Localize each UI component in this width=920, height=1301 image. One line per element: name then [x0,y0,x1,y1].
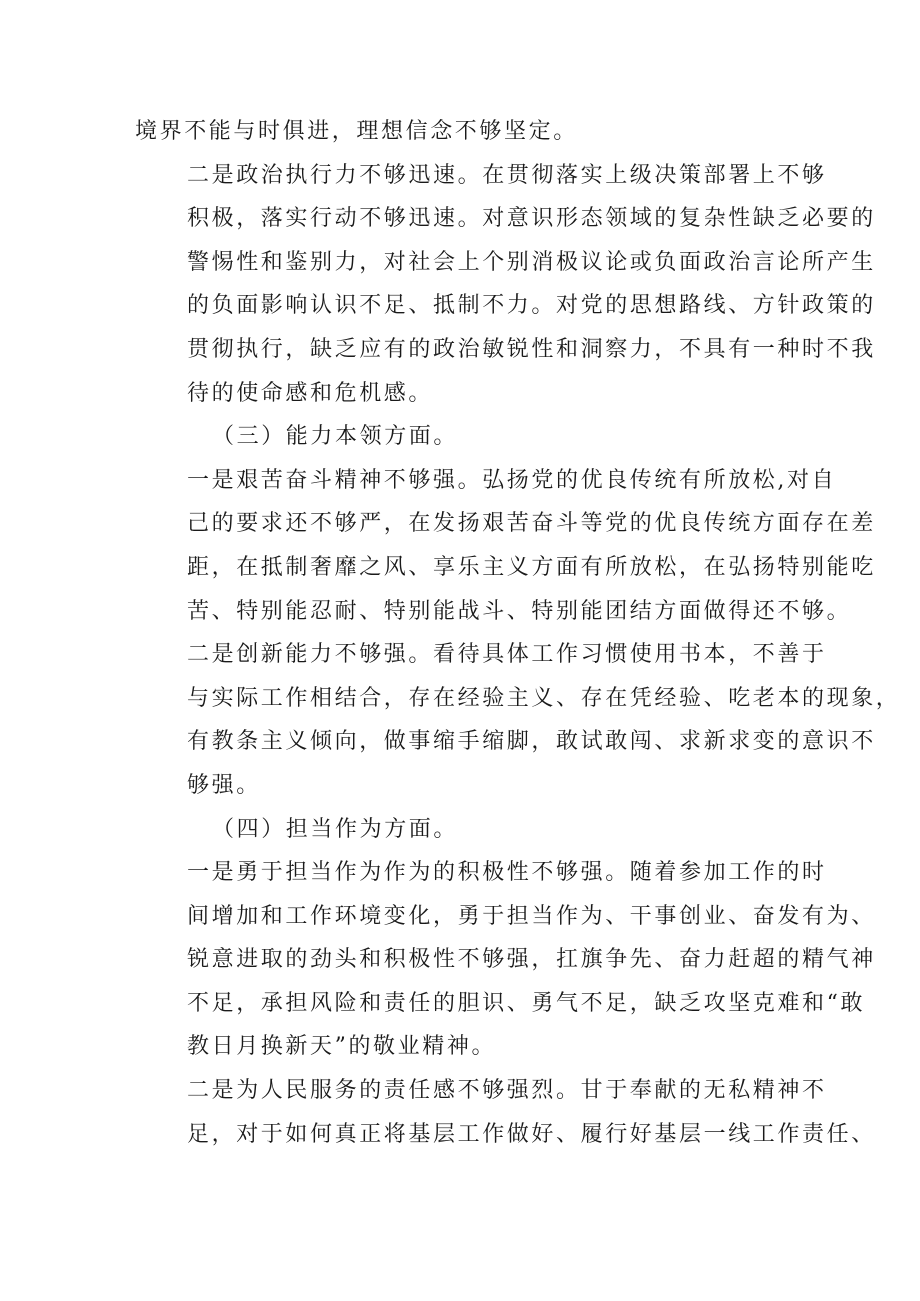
text-line: 积极，落实行动不够迅速。对意识形态领域的复杂性缺乏必要的 [187,206,876,232]
text-line: 己的要求还不够严，在发扬艰苦奋斗等党的优良传统方面存在差 [187,511,876,537]
text-line: （四）担当作为方面。 [212,816,459,842]
text-line: 一是勇于担当作为作为的积极性不够强。随着参加工作的时 [187,860,827,886]
paragraph-continuation [135,110,790,154]
text-line: 待的使命感和危机感。 [187,380,434,406]
text-line: （三）能力本领方面。 [212,424,459,450]
text-line: 距，在抵制奢靡之风、享乐主义方面有所放松，在弘扬特别能吃 [187,554,876,580]
text-line: 二是为人民服务的责任感不够强烈。甘于奉献的无私精神不 [187,1078,827,1104]
text-line: 不足，承担风险和责任的胆识、勇气不足，缺乏攻坚克难和“敢 [187,990,866,1016]
paragraph-service [135,1069,876,1156]
text-line: 足，对于如何真正将基层工作做好、履行好基层一线工作责任、 [187,1121,876,1147]
text-line: 与实际工作相结合，存在经验主义、存在凭经验、吃老本的现象， [187,685,901,711]
text-line: 的负面影响认识不足、抵制不力。对党的思想路线、方针政策的 [187,293,876,319]
paragraph-innovation [135,633,901,807]
paragraph-political-execution [135,154,876,416]
text-line: 够强。 [187,772,261,798]
text-line: 间增加和工作环境变化，勇于担当作为、干事创业、奋发有为、 [187,903,876,929]
paragraph-initiative [135,851,876,1069]
text-line: 有教条主义倾向，做事缩手缩脚，敢试敢闯、求新求变的意识不 [187,729,876,755]
text-line: 二是政治执行力不够迅速。在贯彻落实上级决策部署上不够 [187,162,827,188]
text-line: 境界不能与时俱进，理想信念不够坚定。 [135,119,578,144]
text-line: 贯彻执行，缺乏应有的政治敏锐性和洞察力，不具有一种时不我 [187,336,876,362]
document-body [135,110,901,1156]
text-line: 二是创新能力不够强。看待具体工作习惯使用书本，不善于 [187,642,827,668]
paragraph-hard-work [135,459,876,633]
text-line: 苦、特别能忍耐、特别能战斗、特别能团结方面做得还不够。 [187,598,852,624]
text-line: 锐意进取的劲头和积极性不够强，扛旗争先、奋力赶超的精气神 [187,947,876,973]
text-line: 警惕性和鉴别力，对社会上个别消极议论或负面政治言论所产生 [187,249,876,275]
text-line: 一是艰苦奋斗精神不够强。弘扬党的优良传统有所放松,对自 [187,467,837,493]
section-heading-ability [135,415,790,459]
text-line: 教日月换新天”的敬业精神。 [187,1034,497,1060]
section-heading-responsibility [135,808,790,852]
